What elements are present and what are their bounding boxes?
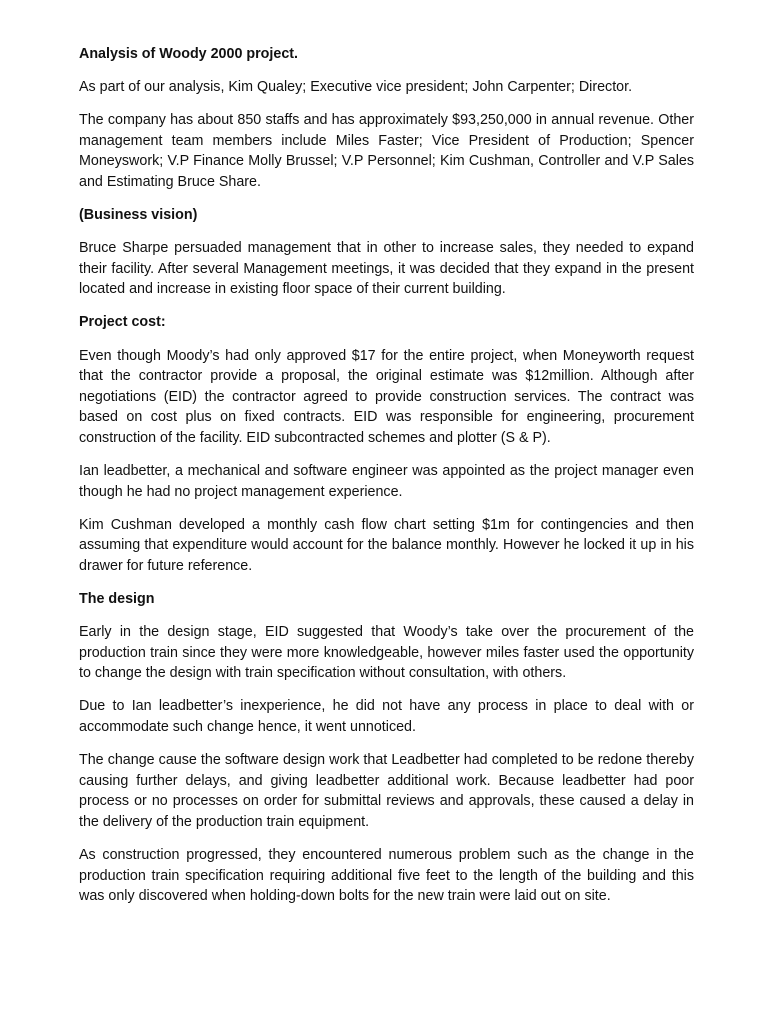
- paragraph-cash-flow: Kim Cushman developed a monthly cash flow chart setting $1m for contingencies and then assuming that expenditure would account for the balance monthly. However he locked it up in his drawer for future reference.: [79, 516, 694, 574]
- paragraph-business-vision: Bruce Sharpe persuaded management that in other to increase sales, they needed to expand their facility. After several Management meetings, it was decided that they expand in the present located and increase in existing floor space of their current building.: [79, 240, 694, 298]
- heading-business-vision: (Business vision): [79, 207, 198, 224]
- paragraph-change-delays: The change cause the software design work that Leadbetter had completed to be redone thereby causing further delays, and giving leadbetter additional work. Because leadbetter had poor process or no processes on order for submittal reviews and approvals, these caused a delay in the delivery of the production train equipment.: [79, 752, 694, 830]
- heading-the-design: The design: [79, 590, 155, 607]
- paragraph-construction-problems: As construction progressed, they encountered numerous problem such as the change in the production train specification requiring additional five feet to the length of the building and this was only discovered when holding-down bolts for the new train were laid out on site.: [79, 846, 694, 905]
- paragraph-analysis-intro: As part of our analysis, Kim Qualey; Executive vice president; John Carpenter; Director.: [79, 79, 633, 96]
- paragraph-inexperience: Due to Ian leadbetter’s inexperience, he did not have any process in place to deal with or accommodate such change hence, it went unnoticed.: [79, 698, 694, 735]
- paragraph-project-cost: Even though Moody’s had only approved $17 for the entire project, when Moneyworth request that the contractor provide a proposal, the original estimate was $12million. Although after negotiations (EID) the contractor agreed to provide construction services. The contract was based on cost plus on fixed contracts. EID was responsible for engineering, procurement construction of the facility. EID subcontracted schemes and plotter (S & P).: [79, 347, 694, 446]
- doc-title: Analysis of Woody 2000 project.: [79, 46, 299, 62]
- paragraph-company-overview: The company has about 850 staffs and has approximately $93,250,000 in annual revenue. Other management team members include Miles Faster; Vice President of Production; Spencer Moneyswork; V.P Finance Molly Brussel; V.P Personnel; Kim Cushman, Controller and V.P Sales and Estimating Bruce Share.: [79, 112, 694, 190]
- heading-project-cost: Project cost:: [79, 314, 166, 331]
- paragraph-project-manager: Ian leadbetter, a mechanical and software engineer was appointed as the project manager even though he had no project management experience.: [79, 463, 694, 500]
- paragraph-design-stage: Early in the design stage, EID suggested that Woody’s take over the procurement of the production train since they were more knowledgeable, however miles faster used the opportunity to change the design with train specification without consultation, with others.: [79, 624, 694, 682]
